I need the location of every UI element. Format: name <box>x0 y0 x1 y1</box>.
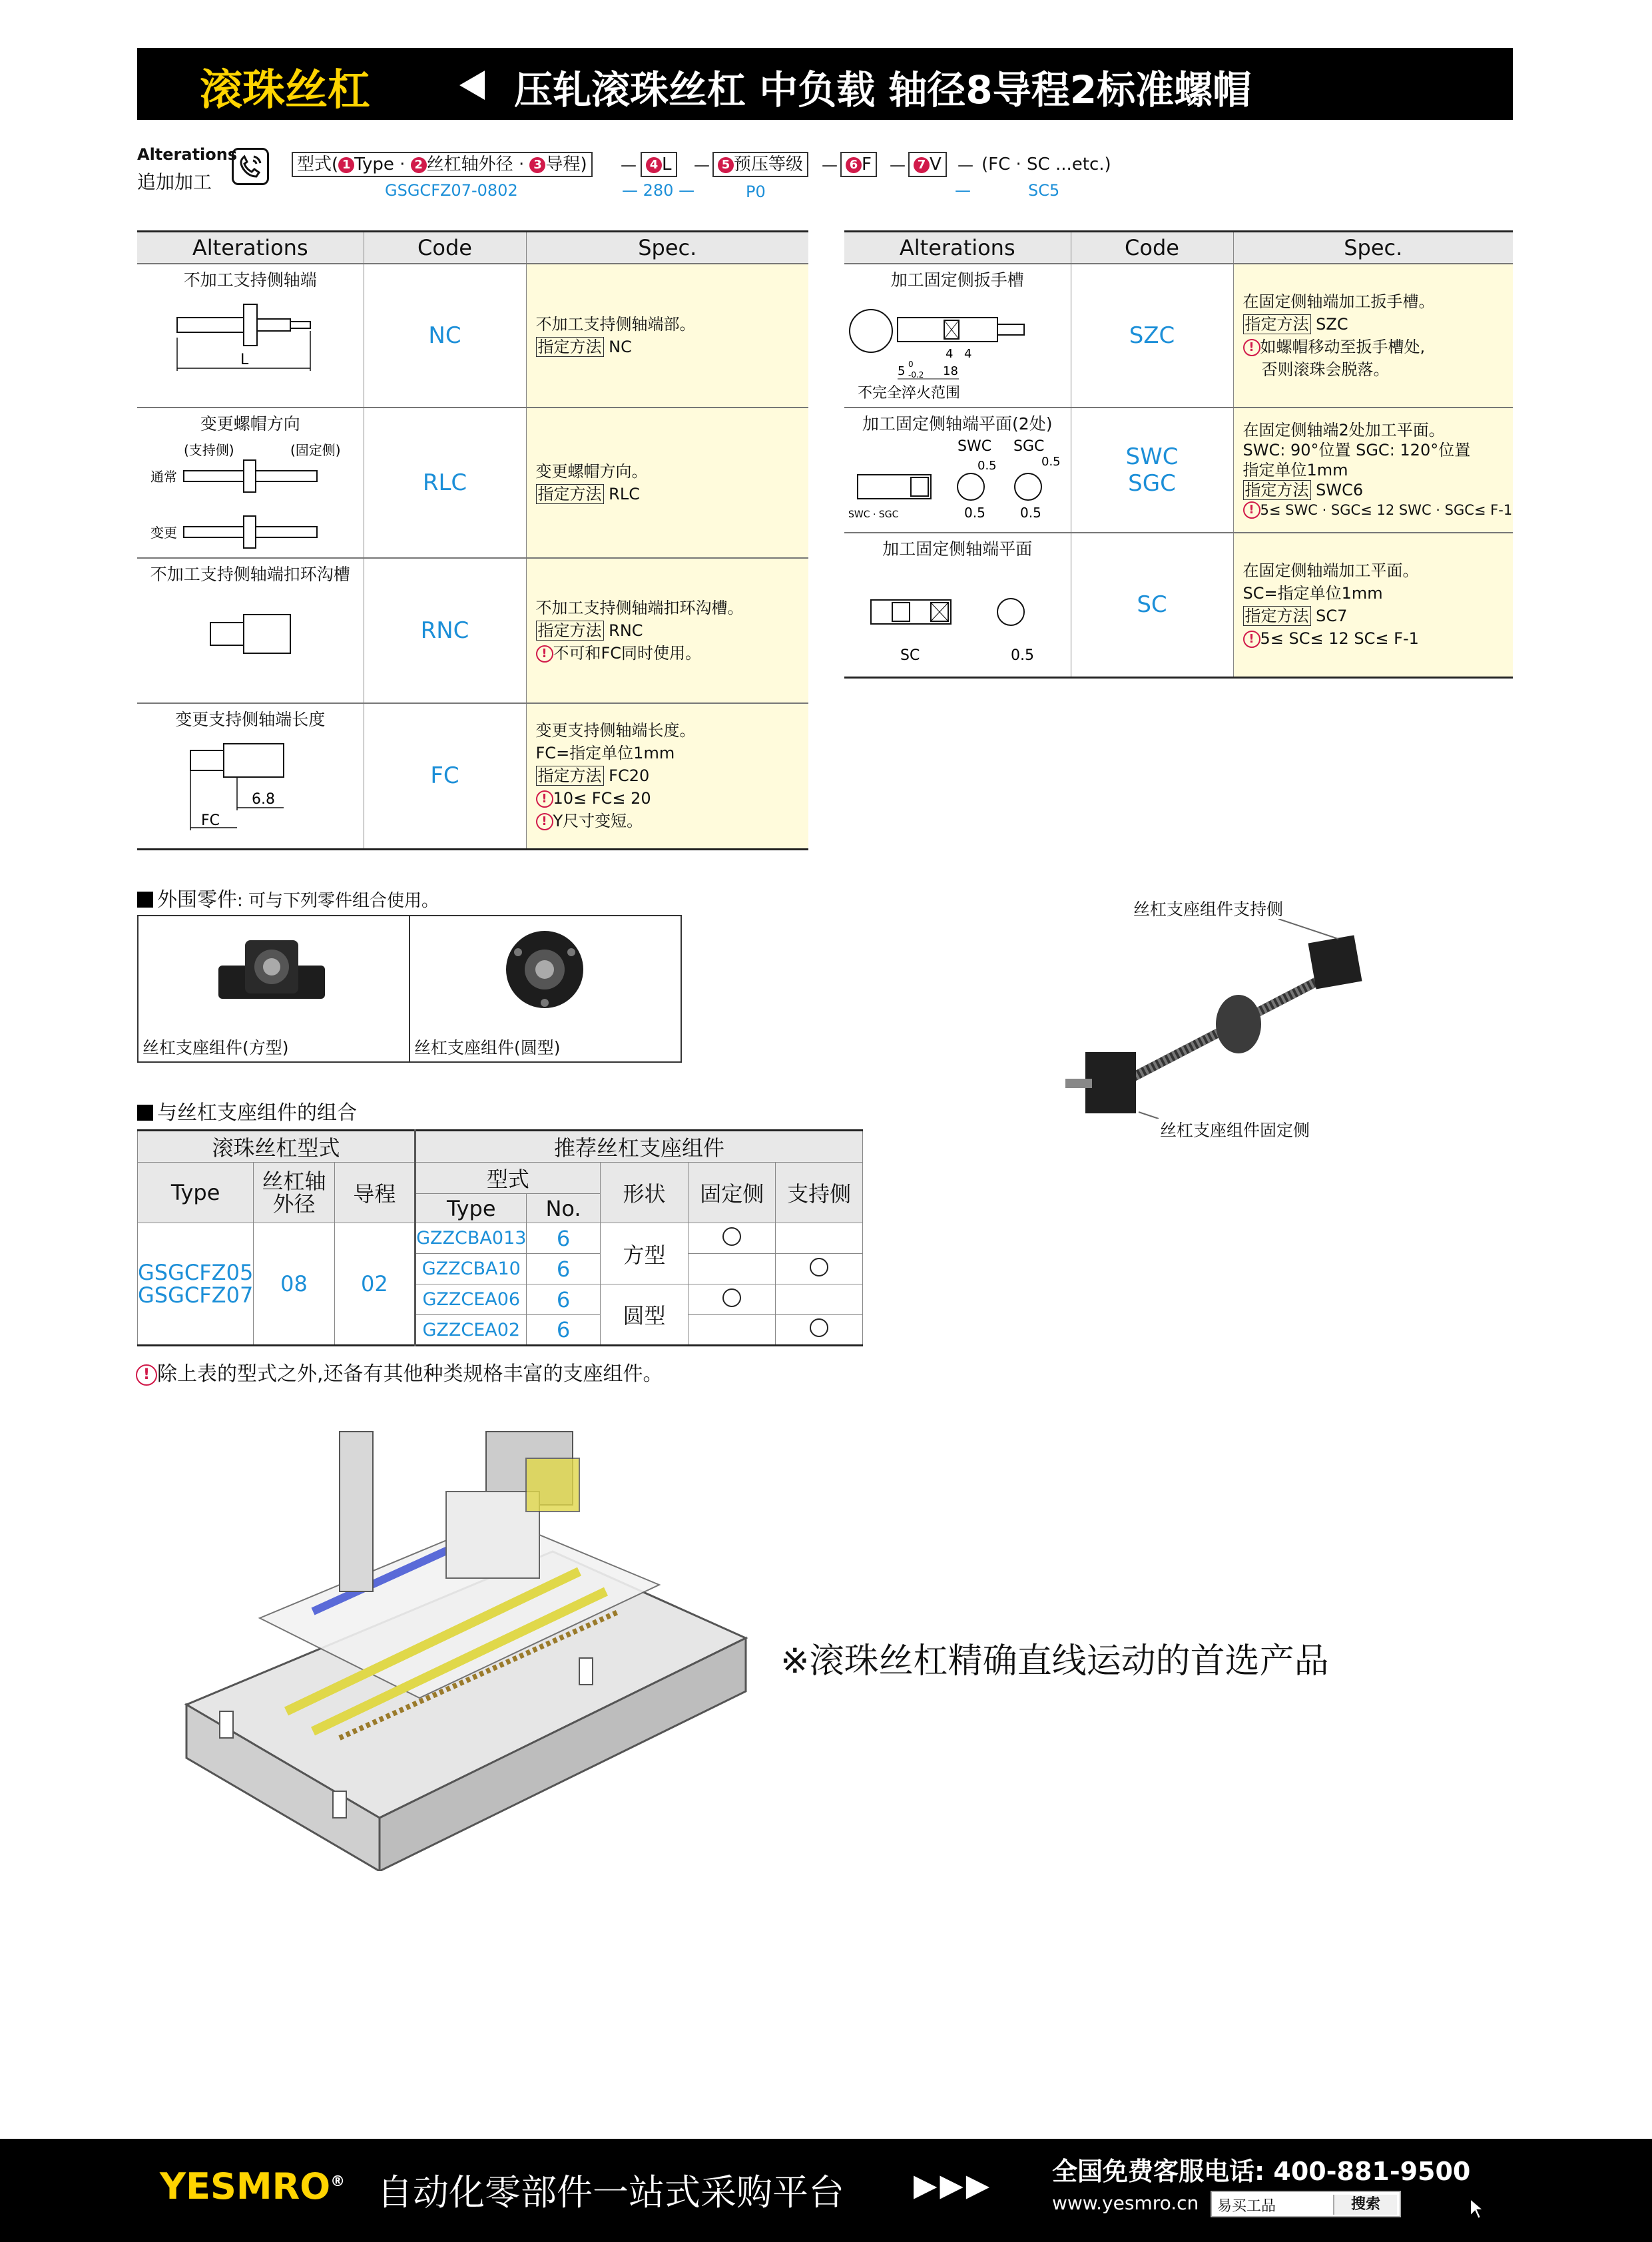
brand-name: YESMRO <box>160 2165 331 2207</box>
spec-text: SC=指定单位1mm <box>1242 584 1383 603</box>
page-title: 压轧滚珠丝杠 中负载 轴径8导程2标准螺帽 <box>514 67 1252 113</box>
param-preload: 预压等级 <box>734 154 804 174</box>
peripheral-title: 外围零件 <box>157 888 237 912</box>
category-title: 滚珠丝杠 <box>200 66 370 115</box>
v-box <box>908 152 947 177</box>
col-header: 推荐丝杠支座组件 <box>415 1131 863 1163</box>
spec-text: 在固定侧轴端2处加工平面。 <box>1242 420 1445 439</box>
dim-label: SWC · SGC <box>848 509 899 520</box>
search-button[interactable]: 搜索 <box>1333 2195 1397 2215</box>
col-header: Spec. <box>1233 232 1513 264</box>
footer-slogan: 自动化零部件一站式采购平台 <box>377 2171 844 2213</box>
brand-logo[interactable] <box>160 2165 345 2207</box>
code-sc: SC <box>1071 533 1233 678</box>
spec-method-tag: 指定方法 <box>536 337 604 357</box>
combo-diameter: 08 <box>254 1223 334 1346</box>
dim-label: 18 <box>943 364 958 378</box>
dim-label: 4 <box>946 346 954 361</box>
alteration-cell <box>844 408 1071 533</box>
sub-label: 变更 <box>150 524 177 541</box>
num-badge: 4 <box>646 157 662 173</box>
peripheral-item-round: 丝杠支座组件(圆型) <box>414 1038 561 1057</box>
spec-method-value: RNC <box>609 621 643 640</box>
spec-warning: 否则滚珠会脱落。 <box>1261 360 1390 379</box>
alterations-table-left <box>137 230 808 850</box>
spec-method-value: SC7 <box>1316 607 1348 626</box>
col-header: 形状 <box>600 1163 688 1223</box>
num-badge: 1 <box>338 157 354 173</box>
spec-text: 不加工支持侧轴端部。 <box>535 314 696 334</box>
spec-cell <box>526 408 808 558</box>
alterations-label-cn: 追加加工 <box>137 171 212 193</box>
warning-icon: ! <box>536 645 553 663</box>
szc-drawing <box>844 291 1064 404</box>
num-badge: 5 <box>718 157 734 173</box>
support-type: GZZCBA013 <box>415 1223 527 1254</box>
support-no: 6 <box>527 1223 600 1254</box>
sc-drawing <box>844 560 1064 673</box>
dim-label: SGC <box>1013 437 1045 455</box>
peripheral-subtitle: : 可与下列零件组合使用。 <box>237 891 439 911</box>
code-swc-sgc <box>1071 408 1233 533</box>
dash: — <box>694 156 710 174</box>
alteration-name: 加工固定侧轴端平面(2处) <box>862 414 1053 433</box>
table-row <box>138 1223 863 1254</box>
alterations-tail: (FC · SC ...etc.) <box>981 154 1111 174</box>
square-bullet-icon <box>137 892 153 908</box>
rlc-drawing <box>137 435 350 555</box>
spec-warning: 5≤ SC≤ 12 SC≤ F-1 <box>1260 629 1419 649</box>
model-code-box: 型式( 1 Type · 2 丝杠轴外径 · 3 导程) <box>292 152 593 177</box>
combo-note <box>136 1357 663 1386</box>
table-row <box>137 703 808 850</box>
spec-method-tag: 指定方法 <box>1243 606 1311 626</box>
dash: — <box>822 156 838 174</box>
cursor-icon <box>1469 2197 1486 2221</box>
support-no: 6 <box>527 1315 600 1346</box>
spec-method-tag: 指定方法 <box>1243 314 1311 334</box>
peripheral-item-square: 丝杠支座组件(方型) <box>142 1038 289 1057</box>
table-row <box>844 264 1513 408</box>
dim-label: 4 <box>964 346 972 361</box>
square-support-image <box>205 926 338 1019</box>
spec-cell <box>1233 264 1513 408</box>
circle-mark-icon <box>810 1318 828 1337</box>
spec-cell <box>1233 408 1513 533</box>
spec-warning: 10≤ FC≤ 20 <box>553 789 651 808</box>
circle-mark-icon <box>722 1288 741 1307</box>
support-shape: 圆型 <box>600 1284 688 1346</box>
col-header: Code <box>364 232 526 264</box>
spec-cell <box>1233 533 1513 678</box>
support-no: 6 <box>527 1284 600 1315</box>
alteration-name: 变更支持侧轴端长度 <box>175 709 326 729</box>
warning-icon: ! <box>1243 339 1260 356</box>
ballscrew-assembly-image <box>1059 919 1405 1119</box>
col-header: 丝杠轴外径 <box>254 1163 334 1223</box>
col-header: 固定侧 <box>688 1163 776 1223</box>
alterations-table-right <box>844 230 1513 679</box>
f-box <box>840 152 877 177</box>
col-header: 支持侧 <box>776 1163 863 1223</box>
table-row <box>137 408 808 558</box>
fc-drawing <box>137 730 350 844</box>
spec-warning: Y尺寸变短。 <box>553 812 643 831</box>
num-badge: 3 <box>529 157 545 173</box>
dim-label: -0.2 <box>908 370 924 380</box>
table-row <box>137 558 808 703</box>
code-swc: SWC <box>1125 443 1179 470</box>
triangle-left-icon <box>459 71 485 100</box>
round-support-image <box>491 926 598 1019</box>
model-suffix: ) <box>580 154 587 174</box>
col-header: Code <box>1071 232 1233 264</box>
square-bullet-icon <box>137 1105 153 1121</box>
spec-cell <box>526 703 808 850</box>
spec-method-value: SWC6 <box>1316 480 1364 499</box>
length-box <box>641 152 677 177</box>
warning-icon: ! <box>536 790 553 808</box>
dim-label: 0.5 <box>1011 647 1034 664</box>
spec-warning: 如螺帽移动至扳手槽处, <box>1260 337 1426 356</box>
spec-warning: 5≤ SWC · SGC≤ 12 SWC · SGC≤ F-1 <box>1260 501 1513 518</box>
num-badge: 2 <box>411 157 427 173</box>
example-sc: SC5 <box>1028 181 1060 200</box>
spec-cell <box>526 558 808 703</box>
warning-icon: ! <box>136 1364 157 1386</box>
dash: — <box>890 156 906 174</box>
support-side-label: 丝杠支座组件支持侧 <box>1133 900 1284 919</box>
spec-warning: 不可和FC同时使用。 <box>553 643 702 663</box>
warning-icon: ! <box>1243 631 1260 648</box>
sub-label: (固定侧) <box>290 441 341 458</box>
dim-label: SC <box>900 647 920 664</box>
param-type: Type <box>354 154 394 174</box>
phone-icon <box>232 148 269 185</box>
combo-section-title <box>137 1096 357 1125</box>
spec-text: 在固定侧轴端加工扳手槽。 <box>1242 292 1435 311</box>
spec-method-value: FC20 <box>609 766 650 786</box>
param-length: L <box>662 154 672 174</box>
spec-text: 指定单位1mm <box>1242 460 1348 479</box>
dim-label: 0 <box>908 359 914 369</box>
dim-label: 0.5 <box>1041 454 1061 469</box>
dim-label: 0.5 <box>977 458 997 473</box>
col-header: 型式 <box>415 1163 600 1194</box>
combo-type: GSGCFZ07 <box>138 1282 254 1308</box>
example-preload: P0 <box>746 182 766 201</box>
dash: — <box>958 156 973 174</box>
num-badge: 6 <box>846 157 862 173</box>
table-row <box>844 408 1513 533</box>
dim-label: 5 <box>898 364 906 378</box>
dim-label: 0.5 <box>964 504 985 521</box>
support-no: 6 <box>527 1254 600 1284</box>
nc-drawing <box>137 291 350 391</box>
drawing-note: 不完全淬火范围 <box>858 384 961 402</box>
spec-text: FC=指定单位1mm <box>535 744 675 763</box>
param-diameter: 丝杠轴外径 <box>426 154 513 174</box>
col-header: No. <box>527 1194 600 1223</box>
param-v: V <box>930 154 942 174</box>
footer-url[interactable]: www.yesmro.cn <box>1052 2192 1199 2214</box>
support-type: GZZCEA02 <box>415 1315 527 1346</box>
circle-mark-icon <box>810 1258 828 1276</box>
swc-drawing <box>844 435 1064 528</box>
spec-method-tag: 指定方法 <box>536 484 604 504</box>
spec-cell <box>526 264 808 408</box>
code-nc: NC <box>364 264 526 408</box>
combo-title: 与丝杠支座组件的组合 <box>157 1101 357 1125</box>
col-header: Spec. <box>526 232 808 264</box>
dim-label: SWC <box>958 437 992 455</box>
dim-label: 0.5 <box>1020 504 1041 521</box>
param-f: F <box>862 154 872 174</box>
code-fc: FC <box>364 703 526 850</box>
spec-text: SWC: 90°位置 SGC: 120°位置 <box>1242 440 1471 459</box>
spec-text: 变更螺帽方向。 <box>535 461 648 481</box>
rnc-drawing <box>137 585 350 679</box>
table-row <box>137 264 808 408</box>
table-row <box>844 533 1513 678</box>
support-type: GZZCEA06 <box>415 1284 527 1315</box>
preload-box <box>712 152 808 177</box>
spec-method-value: NC <box>609 337 632 356</box>
combination-table <box>137 1129 863 1346</box>
arrow-right-icon: ▶▶▶ <box>914 2167 993 2203</box>
alteration-name: 加工固定侧扳手槽 <box>890 270 1024 290</box>
code-szc: SZC <box>1071 264 1233 408</box>
sub-label: (支持侧) <box>184 441 234 458</box>
col-header: 滚珠丝杠型式 <box>138 1131 415 1163</box>
spec-method-value: RLC <box>609 484 640 503</box>
alteration-name: 加工固定侧轴端平面 <box>882 539 1033 559</box>
example-length: — 280 — <box>622 181 695 200</box>
col-header: Alterations <box>137 232 364 264</box>
warning-icon: ! <box>1243 501 1260 519</box>
alteration-cell <box>137 558 364 703</box>
caption: ※滚珠丝杠精确直线运动的首选产品 <box>780 1641 1329 1681</box>
alteration-name: 变更螺帽方向 <box>200 414 300 433</box>
model-prefix: 型式( <box>297 154 339 174</box>
spec-method-value: SZC <box>1316 314 1348 334</box>
fixed-side-label: 丝杠支座组件固定侧 <box>1160 1121 1310 1140</box>
dim-label: FC <box>201 812 220 829</box>
sub-label: 通常 <box>150 468 177 485</box>
col-header: Alterations <box>844 232 1071 264</box>
code-rlc: RLC <box>364 408 526 558</box>
combo-type-cell <box>138 1223 254 1346</box>
dim-label: 6.8 <box>252 790 275 808</box>
alterations-label-en: Alterations <box>137 145 238 164</box>
spec-method-tag: 指定方法 <box>536 766 604 786</box>
alteration-cell <box>844 264 1071 408</box>
code-rnc: RNC <box>364 558 526 703</box>
alteration-cell <box>137 703 364 850</box>
num-badge: 7 <box>914 157 930 173</box>
combo-lead: 02 <box>334 1223 415 1346</box>
col-header: 导程 <box>334 1163 415 1223</box>
peripheral-section-title <box>137 883 439 912</box>
param-lead: 导程 <box>545 154 581 174</box>
example-model: GSGCFZ07-0802 <box>385 181 518 200</box>
alteration-name: 不加工支持侧轴端扣环沟槽 <box>150 564 350 584</box>
support-shape: 方型 <box>600 1223 688 1284</box>
alteration-name: 不加工支持侧轴端 <box>183 270 317 290</box>
combo-type: GSGCFZ05 <box>138 1260 254 1285</box>
dim-label: L <box>240 351 249 368</box>
footer-hotline: 全国免费客服电话: 400-881-9500 <box>1052 2157 1471 2186</box>
search-box[interactable] <box>1211 2191 1401 2217</box>
example-dash: — <box>955 181 971 200</box>
spec-text: 变更支持侧轴端长度。 <box>535 721 696 740</box>
spec-text: 不加工支持侧轴端扣环沟槽。 <box>535 598 744 617</box>
support-type: GZZCBA10 <box>415 1254 527 1284</box>
col-header: Type <box>138 1163 254 1223</box>
alteration-cell <box>137 408 364 558</box>
machine-illustration <box>180 1418 752 1871</box>
circle-mark-icon <box>722 1227 741 1246</box>
alteration-cell <box>844 533 1071 678</box>
warning-icon: ! <box>536 813 553 830</box>
dash: — <box>621 156 637 174</box>
spec-method-tag: 指定方法 <box>1243 480 1311 500</box>
spec-text: 在固定侧轴端加工平面。 <box>1242 561 1419 581</box>
code-sgc: SGC <box>1128 469 1176 497</box>
alteration-cell <box>137 264 364 408</box>
registered-mark: ® <box>330 2173 346 2190</box>
peripheral-box <box>137 915 682 1063</box>
combo-note-text: 除上表的型式之外,还备有其他种类规格丰富的支座组件。 <box>157 1362 663 1386</box>
search-input[interactable]: 易买工品 <box>1217 2198 1276 2215</box>
spec-method-tag: 指定方法 <box>536 621 604 641</box>
col-header: Type <box>415 1194 527 1223</box>
